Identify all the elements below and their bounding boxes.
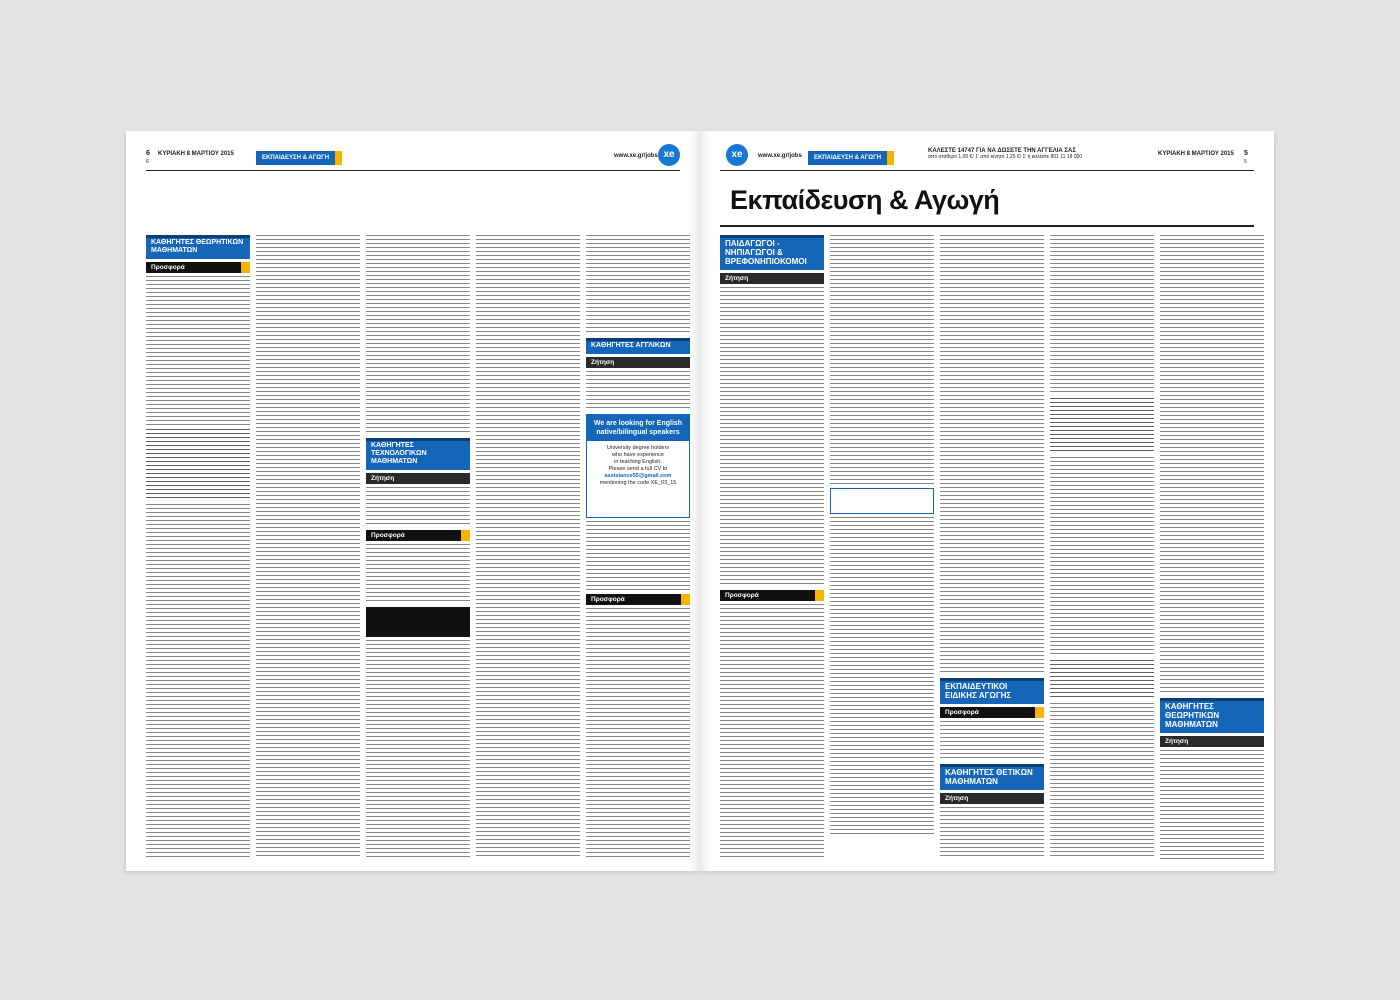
- offer-label: Προσφορά: [366, 530, 470, 541]
- ad-text: University degree holders: [606, 445, 670, 451]
- section-tag: ΕΚΠΑΙΔΕΥΣΗ & ΑΓΩΓΗ: [808, 151, 887, 165]
- website-link[interactable]: www.xe.gr/jobs: [614, 153, 658, 159]
- right-page-header: [720, 148, 1254, 170]
- title-rule: [720, 225, 1254, 227]
- classified-listings: [476, 235, 580, 859]
- demand-label: Ζήτηση: [586, 357, 690, 368]
- classified-listings: [366, 235, 470, 435]
- demand-label: Ζήτηση: [720, 273, 824, 284]
- issue-date: ΚΥΡΙΑΚΗ 8 ΜΑΡΤΙΟΥ 2015: [1158, 151, 1234, 157]
- classified-listings: [1160, 235, 1264, 695]
- classified-listings: [1050, 703, 1154, 859]
- page-number: 6 6: [146, 150, 150, 165]
- left-column-1: [146, 235, 250, 859]
- right-column-4: [1050, 235, 1154, 859]
- classified-listings: [366, 640, 470, 859]
- xe-logo: xe: [658, 144, 680, 166]
- category-header: ΚΑΘΗΓΗΤΕΣ ΤΕΧΝΟΛΟΓΙΚΩΝ ΜΑΘΗΜΑΤΩΝ: [366, 438, 470, 470]
- ad-text: Please send a full CV to: [608, 466, 668, 472]
- newspaper-spread: [126, 131, 1274, 871]
- classified-listings: [940, 721, 1044, 761]
- right-column-2: [830, 235, 934, 859]
- right-column-3: [940, 235, 1044, 859]
- classified-listings: [1050, 235, 1154, 395]
- classified-listings: [720, 604, 824, 859]
- classified-listings-bold: [1050, 660, 1154, 700]
- classified-listings: [830, 235, 934, 485]
- classified-listings-bold: [1050, 398, 1154, 454]
- page-title: Εκπαίδευση & Αγωγή: [730, 185, 1000, 215]
- classified-listings: [586, 608, 690, 859]
- category-header: ΚΑΘΗΓΗΤΕΣ ΑΓΓΛΙΚΩΝ: [586, 338, 690, 354]
- classified-listings: [830, 517, 934, 837]
- english-teacher-ad: [586, 414, 690, 518]
- classified-listings-bold: [146, 429, 250, 501]
- classified-listings: [366, 544, 470, 604]
- left-page-header: [146, 148, 680, 170]
- section-tag: ΕΚΠΑΙΔΕΥΣΗ & ΑΓΩΓΗ: [256, 151, 335, 165]
- highlighted-listing: [830, 488, 934, 514]
- issue-date: ΚΥΡΙΑΚΗ 8 ΜΑΡΤΙΟΥ 2015: [158, 151, 234, 157]
- call-line: ΚΑΛΕΣΤΕ 14747 ΓΙΑ ΝΑ ΔΩΣΕΤΕ ΤΗΝ ΑΓΓΕΛΙΑ ΣΑΣ: [928, 148, 1076, 154]
- ad-text: who have experience: [612, 452, 664, 458]
- classified-listings: [1050, 457, 1154, 657]
- classified-listings: [256, 235, 360, 859]
- offer-label: Προσφορά: [720, 590, 824, 601]
- right-page: [700, 131, 1274, 871]
- ad-text: mentioning the code XE_03_15: [599, 480, 677, 486]
- classified-listings: [586, 371, 690, 411]
- left-page: [126, 131, 700, 871]
- offer-label: Προσφορά: [940, 707, 1044, 718]
- category-header: ΠΑΙΔΑΓΩΓΟΙ - ΝΗΠΙΑΓΩΓΟΙ & ΒΡΕΦΟΝΗΠΙΟΚΟΜΟΙ: [720, 235, 824, 270]
- category-header: ΚΑΘΗΓΗΤΕΣ ΘΕΤΙΚΩΝ ΜΑΘΗΜΑΤΩΝ: [940, 764, 1044, 790]
- classified-listings: [1160, 750, 1264, 859]
- category-header: ΚΑΘΗΓΗΤΕΣ ΘΕΩΡΗΤΙΚΩΝ ΜΑΘΗΜΑΤΩΝ: [146, 235, 250, 259]
- offer-label: Προσφορά: [146, 262, 250, 273]
- classified-listings: [586, 235, 690, 335]
- category-header: ΕΚΠΑΙΔΕΥΤΙΚΟΙ ΕΙΔΙΚΗΣ ΑΓΩΓΗΣ: [940, 678, 1044, 704]
- classified-listings: [720, 287, 824, 587]
- ad-headline: We are looking for English native/bilingual speakers: [587, 415, 689, 441]
- offer-label: Προσφορά: [586, 594, 690, 605]
- left-column-3: [366, 235, 470, 859]
- ad-body: [587, 441, 689, 491]
- left-column-4: [476, 235, 580, 859]
- right-column-1: [720, 235, 824, 859]
- ad-email-link[interactable]: assistance55@gmail.com: [604, 473, 672, 479]
- classified-listings: [586, 521, 690, 591]
- header-rule: [146, 170, 680, 171]
- classified-listings: [146, 504, 250, 859]
- call-small-print: από σταθερό 1,05 €/ 1' από κινητό 1,25 €/ 1' ή καλέστε 801 11 18 000: [928, 154, 1083, 160]
- right-column-5: [1160, 235, 1264, 859]
- classified-listings: [940, 235, 1044, 675]
- page-number: 5 5: [1244, 150, 1248, 165]
- ad-text: in teaching English.: [614, 459, 662, 465]
- classified-listings: [146, 276, 250, 426]
- call-to-action: [928, 148, 1148, 160]
- xe-logo: xe: [726, 144, 748, 166]
- highlighted-listing: [366, 607, 470, 637]
- demand-label: Ζήτηση: [1160, 736, 1264, 747]
- demand-label: Ζήτηση: [366, 473, 470, 484]
- category-header: ΚΑΘΗΓΗΤΕΣ ΘΕΩΡΗΤΙΚΩΝ ΜΑΘΗΜΑΤΩΝ: [1160, 698, 1264, 733]
- classified-listings: [940, 807, 1044, 859]
- website-link[interactable]: www.xe.gr/jobs: [758, 153, 802, 159]
- demand-label: Ζήτηση: [940, 793, 1044, 804]
- left-column-2: [256, 235, 360, 859]
- header-rule: [720, 170, 1254, 171]
- classified-listings: [366, 487, 470, 527]
- left-column-5: [586, 235, 690, 859]
